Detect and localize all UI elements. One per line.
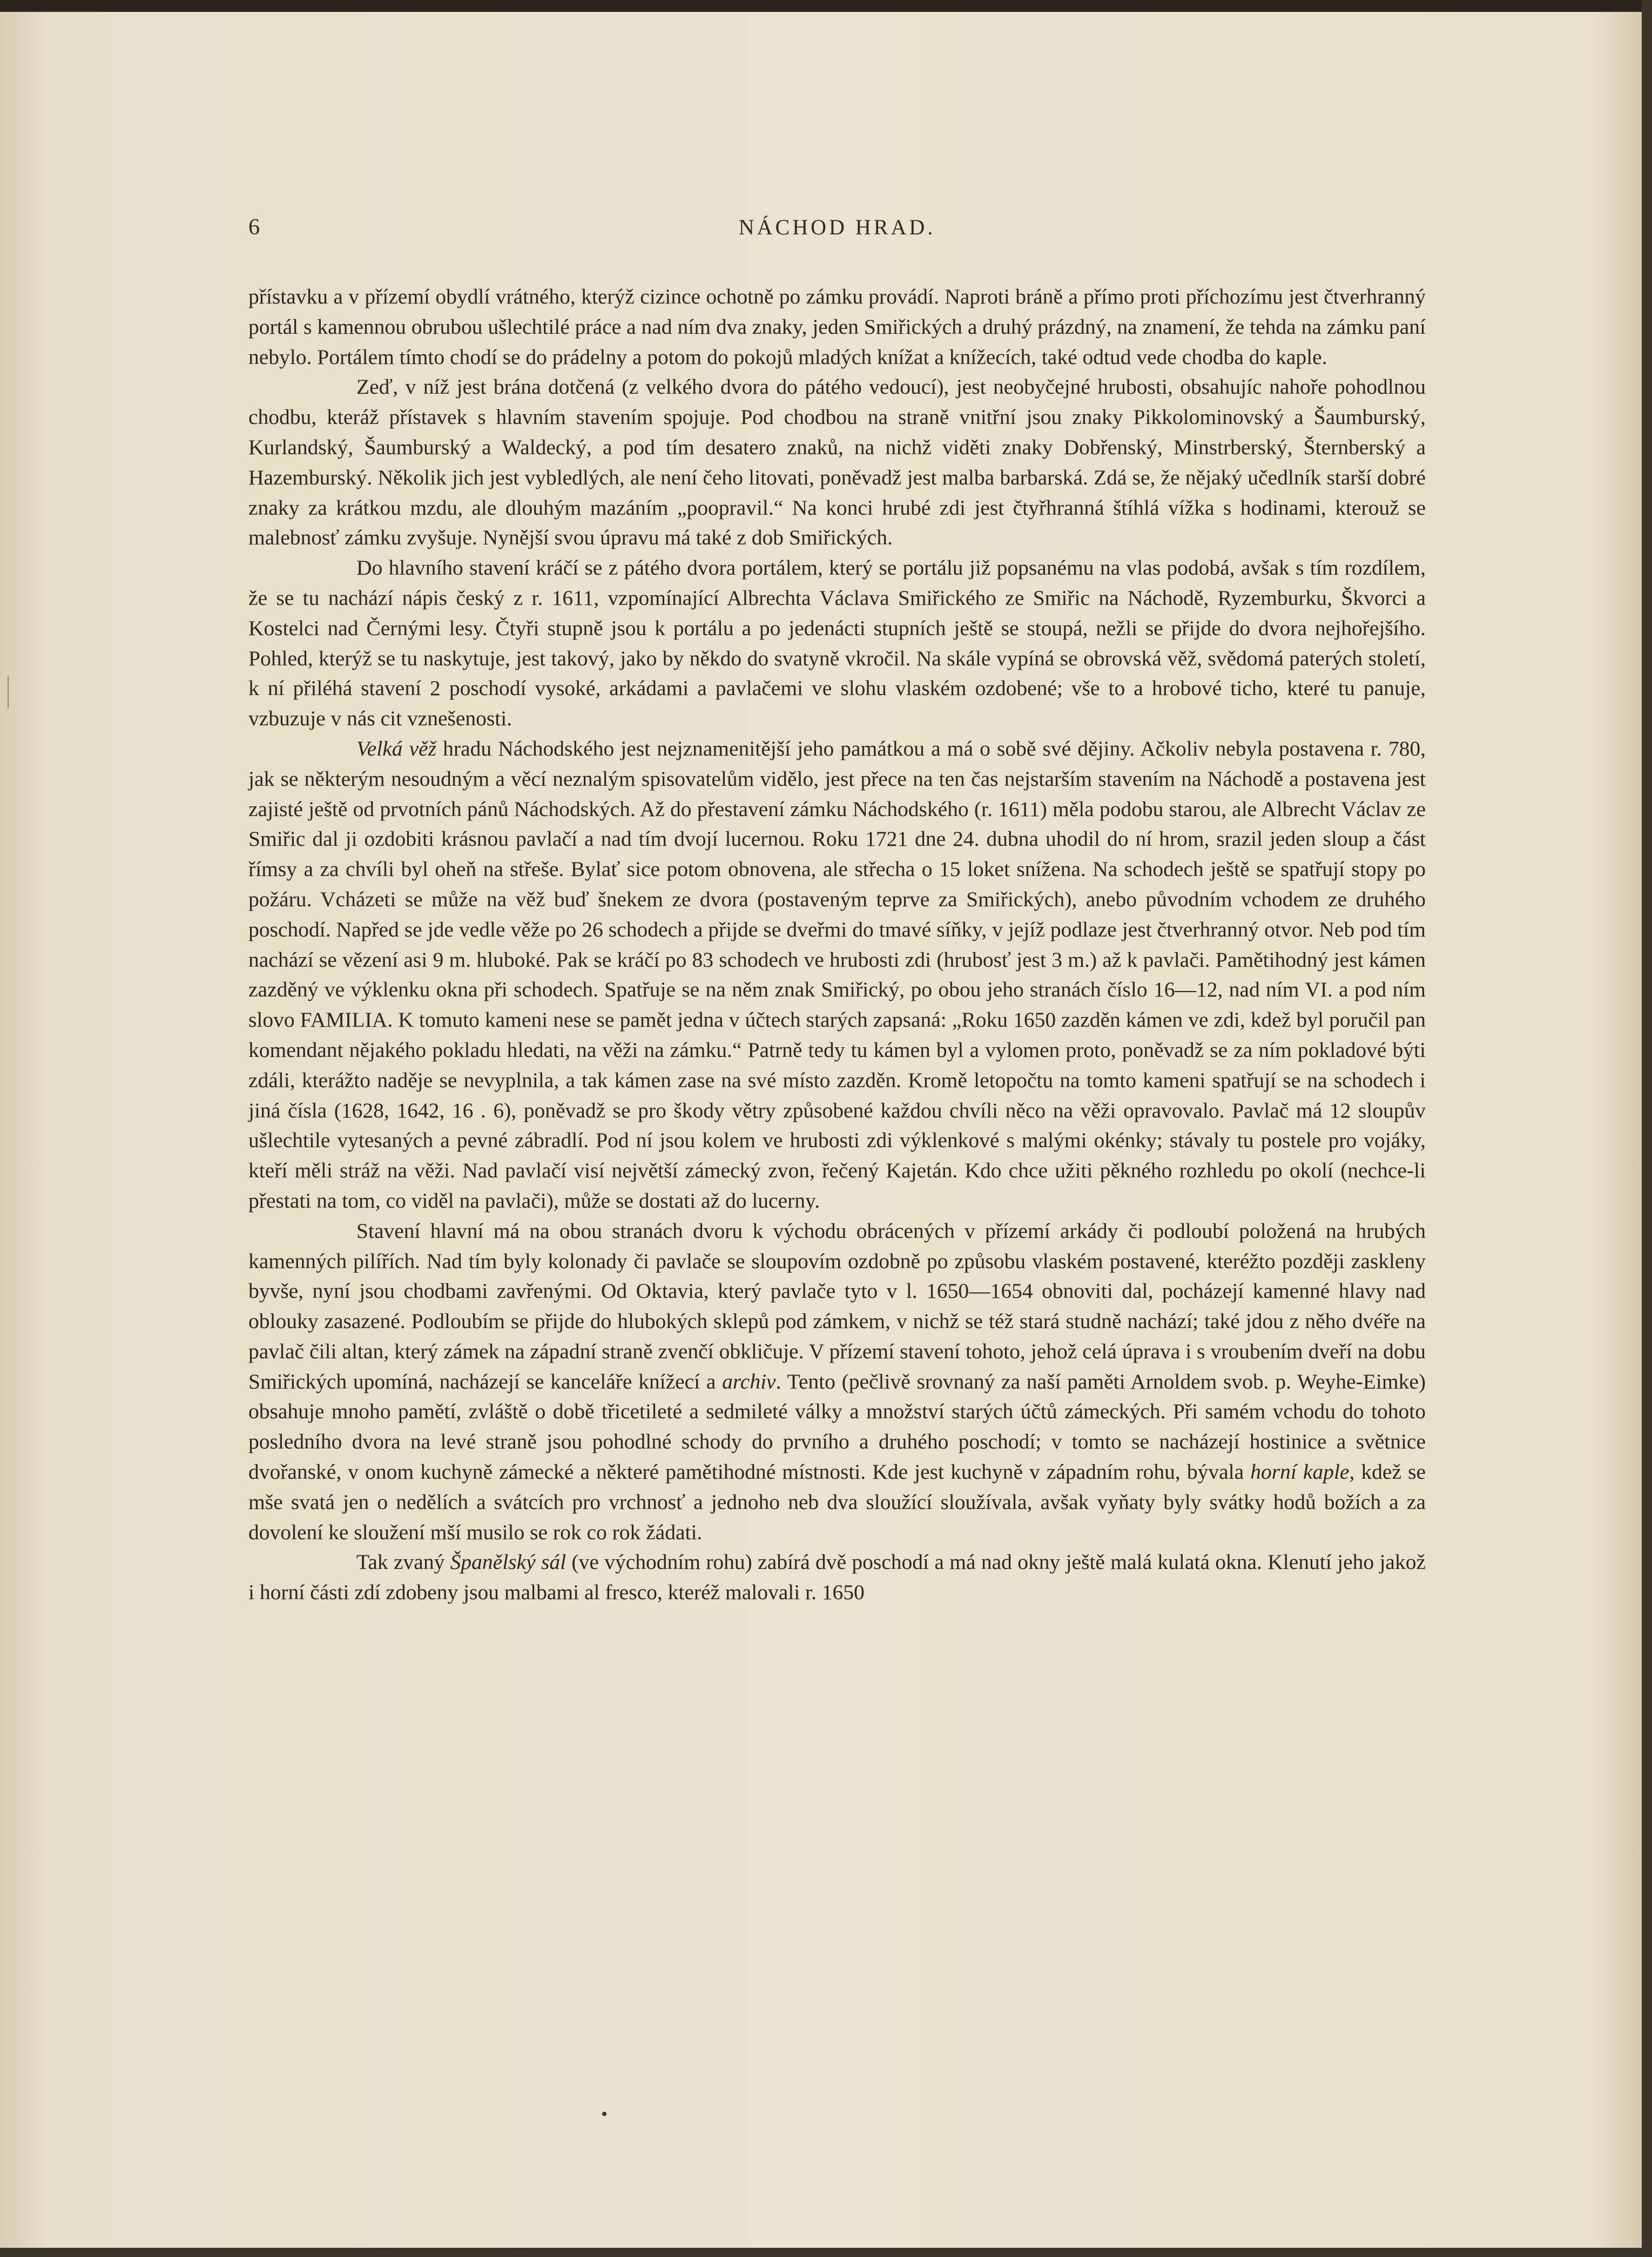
paragraph	[248, 372, 1426, 553]
italic-term: archiv	[722, 1369, 776, 1393]
book-page	[0, 12, 1642, 2248]
body-text	[248, 282, 1426, 1608]
text-run: , kdež se mše svatá jen o nedělích a svátcích pro vrchnosť a jednoho neb dva sloužící sloužívala, avšak vyňaty byly svátky hodů božích a za dovolení ke sloužení mší musilo se rok co rok žádati.	[248, 1460, 1426, 1544]
paragraph	[248, 282, 1426, 372]
page-number: 6	[248, 215, 260, 240]
text-run: (ve východním rohu) zabírá dvě poschodí a má nad okny ještě malá kulatá okna. Klenutí jeho jakož i horní části zdí zdobeny jsou malbami al fresco, kteréž malovali r. 1650	[248, 1550, 1426, 1605]
text-run: hradu Náchodského jest nejznamenitější jeho památkou a má o sobě své dějiny. Ačkoliv nebyla postavena r. 780, jak se některým nesoudným a věcí neznalým spisovatelům vidělo, jest přece na ten čas nejstarším stavením na Náchodě a postavena jest zajisté ještě od prvotních pánů Náchodských. Až do přestavení zámku Náchodského (r. 1611) měla podobu starou, ale Albrecht Václav ze Smiřic dal ji ozdobiti krásnou pavlačí a nad tím dvojí lucernou. Roku 1721 dne 24. dubna uhodil do ní hrom, srazil jeden sloup a část římsy a za chvíli byl oheň na střeše. Bylať sice potom obnovena, ale střecha o 15 loket snížena. Na schodech ještě se spatřují stopy po požáru. Vcházeti se může na věž buď šnekem ze dvora (postaveným teprve za Smiřických), anebo původním vchodem ze druhého poschodí. Napřed se jde vedle věže po 26 schodech a přijde se dveřmi do tmavé síňky, v jejíž podlaze jest čtverhranný otvor. Neb pod tím nachází se vězení asi 9 m. hluboké. Pak se kráčí po 83 schodech ve hrubosti zdi (hrubosť jest 3 m.) až k pavlači. Pamětihodný jest kámen zazděný ve výklenku okna při schodech. Spatřuje se na něm znak Smiřický, po obou jeho stranách číslo 16—12, nad ním VI. a pod ním slovo FAMILIA. K tomuto kameni nese se pamět jedna v účtech starých zapsaná: „Roku 1650 zazděn kámen ve zdi, kdež byl poručil pan komendant nějakého pokladu hledati, na věži na zámku.“ Patrně tedy tu kámen byl a vylomen proto, poněvadž se za ním pokladové býti zdáli, kterážto naděje se nevyplnila, a tak kámen zase na své místo zazděn. Kromě letopočtu na tomto kameni spatřují se na schodech i jiná čísla (1628, 1642, 16 . 6), poněvadž se pro škody větry způsobené každou chvíli něco na věži opravovalo. Pavlač má 12 sloupův ušlechtile vytesaných a pevné zábradlí. Pod ní jsou kolem ve hrubosti zdi výklenkové s malými okénky; stávaly tu postele pro vojáky, kteří měli stráž na věži. Nad pavlačí visí největší zámecký zvon, řečený Kajetán. Kdo chce užiti pěkného rozhledu po okolí (nechce-li přestati na tom, co viděl na pavlači), může se dostati až do lucerny.	[248, 736, 1426, 1212]
running-head	[248, 214, 1426, 252]
scan-border-right	[1642, 0, 1652, 2257]
text-run: Tak zvaný	[356, 1550, 450, 1574]
text-run: Zeď, v níž jest brána dotčená (z velkého dvora do pátého vedoucí), jest neobyčejné hrubosti, obsahujíc nahoře pohodlnou chodbu, kteráž přístavek s hlavním stavením spojuje. Pod chodbou na straně vnitřní jsou znaky Pikkolominovský a Šaumburský, Kurlandský, Šaumburský a Waldecký, a pod tím desatero znaků, na nichž viděti znaky Dobřenský, Minstrberský, Šternberský a Hazemburský. Několik jich jest vybledlých, ale není čeho litovati, poněvadž jest malba barbarská. Zdá se, že nějaký učedlník starší dobré znaky za krátkou mzdu, ale dlouhým mazáním „poopravil.“ Na konci hrubé zdi jest čtyřhranná štíhlá vížka s hodinami, kterouž se malebnosť zámku zvyšuje. Nynější svou úpravu má také z dob Smiřických.	[248, 375, 1426, 550]
paragraph	[248, 1547, 1426, 1608]
paragraph	[248, 734, 1426, 1216]
text-run: . Tento (pečlivě srovnaný za naší paměti Arnoldem svob. p. Weyhe-Eimke) obsahuje mnoho pamětí, zvláště o době třicetileté a sedmileté války a množství starých účtů zámeckých. Při samém vchodu do tohoto posledního dvora na levé straně jsou pohodlné schody do prvního a druhého poschodí; v tomto se nacházejí hostinice a světnice dvořanské, v onom kuchyně zámecké a některé pamětihodné místnosti. Kde jest kuchyně v západním rohu, bývala	[248, 1369, 1426, 1484]
text-run: Do hlavního stavení kráčí se z pátého dvora portálem, který se portálu již popsanému na vlas podobá, avšak s tím rozdílem, že se tu nachází nápis český z r. 1611, vzpomínající Albrechta Václava Smiřického ze Smiřic na Náchodě, Ryzemburku, Škvorci a Kostelci nad Černými lesy. Čtyři stupně jsou k portálu a po jedenácti stupních ještě se stoupá, nežli se přijde do dvora nejhořejšího. Pohled, kterýž se tu naskytuje, jest takový, jako by někdo do svatyně vkročil. Na skále vypíná se obrovská věž, svědomá paterých století, k ní přiléhá stavení 2 poschodí vysoké, arkádami a pavlačemi ve slohu vlaském ozdobené; vše to a hrobové ticho, které tu panuje, vzbuzuje v nás cit vznešenosti.	[248, 556, 1426, 731]
italic-term: Velká věž	[356, 736, 437, 760]
scan-border-bottom	[0, 2248, 1652, 2257]
page-edge-mark	[0, 676, 9, 709]
ink-dot	[602, 2112, 606, 2116]
running-title: NÁCHOD HRAD.	[738, 215, 936, 239]
paragraph	[248, 1216, 1426, 1548]
text-run: přístavku a v přízemí obydlí vrátného, kterýž cizince ochotně po zámku provádí. Naproti bráně a přímo proti příchozímu jest čtverhranný portál s kamennou obrubou ušlechtilé práce a nad ním dva znaky, jeden Smiřických a druhý prázdný, na znamení, že tehda na zámku paní nebylo. Portálem tímto chodí se do prádelny a potom do pokojů mladých knížat a knížecích, také odtud vede chodba do kaple.	[248, 285, 1426, 369]
paragraph	[248, 553, 1426, 734]
italic-term: Španělský sál	[450, 1550, 567, 1574]
text-run: Stavení hlavní má na obou stranách dvoru k východu obrácených v přízemí arkády či podloubí položená na hrubých kamenných pilířích. Nad tím byly kolonady či pavlače se sloupovím ozdobně po způsobu vlaském postavené, kteréžto později zaskleny byvše, nyní jsou chodbami zavřenými. Od Oktavia, který pavlače tyto v l. 1650—1654 obnoviti dal, pocházejí kamenné hlavy nad oblouky zasazené. Podloubím se přijde do hlubokých sklepů pod zámkem, v nichž se též stará studně nachází; také jdou z něho dvéře na pavlač čili altan, který zámek na západní straně zvenčí obkličuje. V přízemí stavení tohoto, jehož celá úprava i s vroubením dveří na dobu Smiřických upomíná, nacházejí se kanceláře knížecí a	[248, 1218, 1426, 1393]
italic-term: horní kaple	[1250, 1460, 1350, 1484]
